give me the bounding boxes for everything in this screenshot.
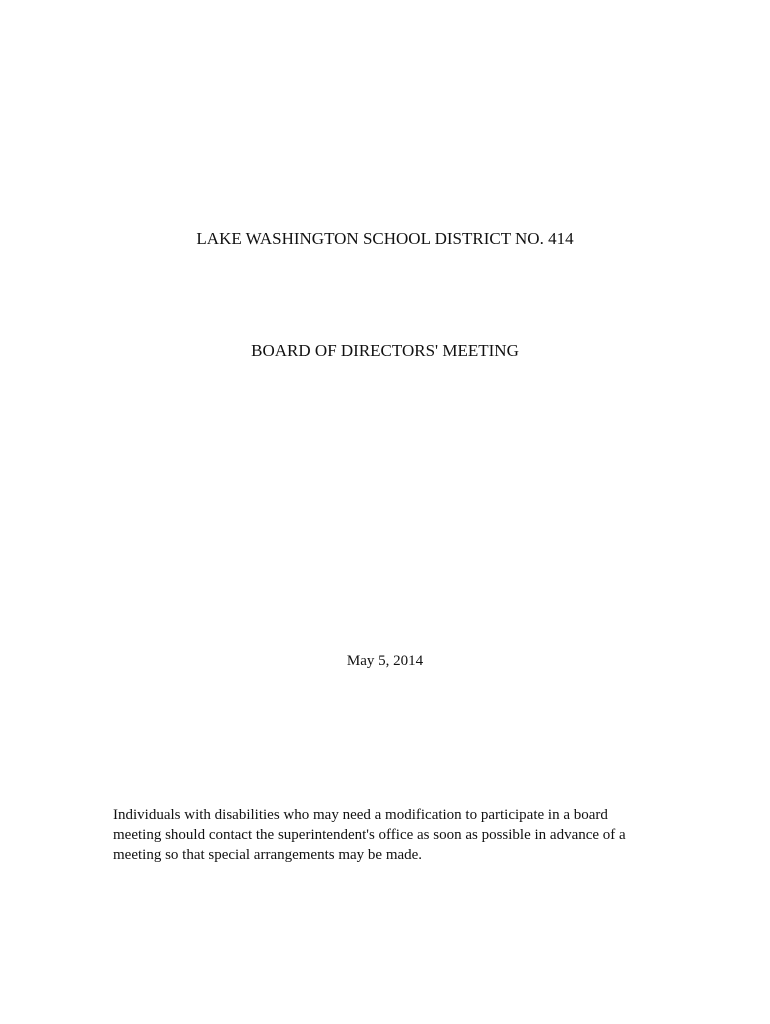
meeting-title: BOARD OF DIRECTORS' MEETING	[251, 341, 519, 360]
notice-line-3: meeting so that special arrangements may be made.	[113, 847, 423, 863]
district-title: LAKE WASHINGTON SCHOOL DISTRICT NO. 414	[196, 229, 574, 248]
notice-line-2: meeting should contact the superintendent's office as soon as possible in advance of a	[113, 827, 626, 843]
meeting-date: May 5, 2014	[346, 653, 424, 669]
accessibility-notice	[113, 805, 703, 865]
notice-line-1: Individuals with disabilities who may need a modification to participate in a board	[113, 807, 608, 823]
